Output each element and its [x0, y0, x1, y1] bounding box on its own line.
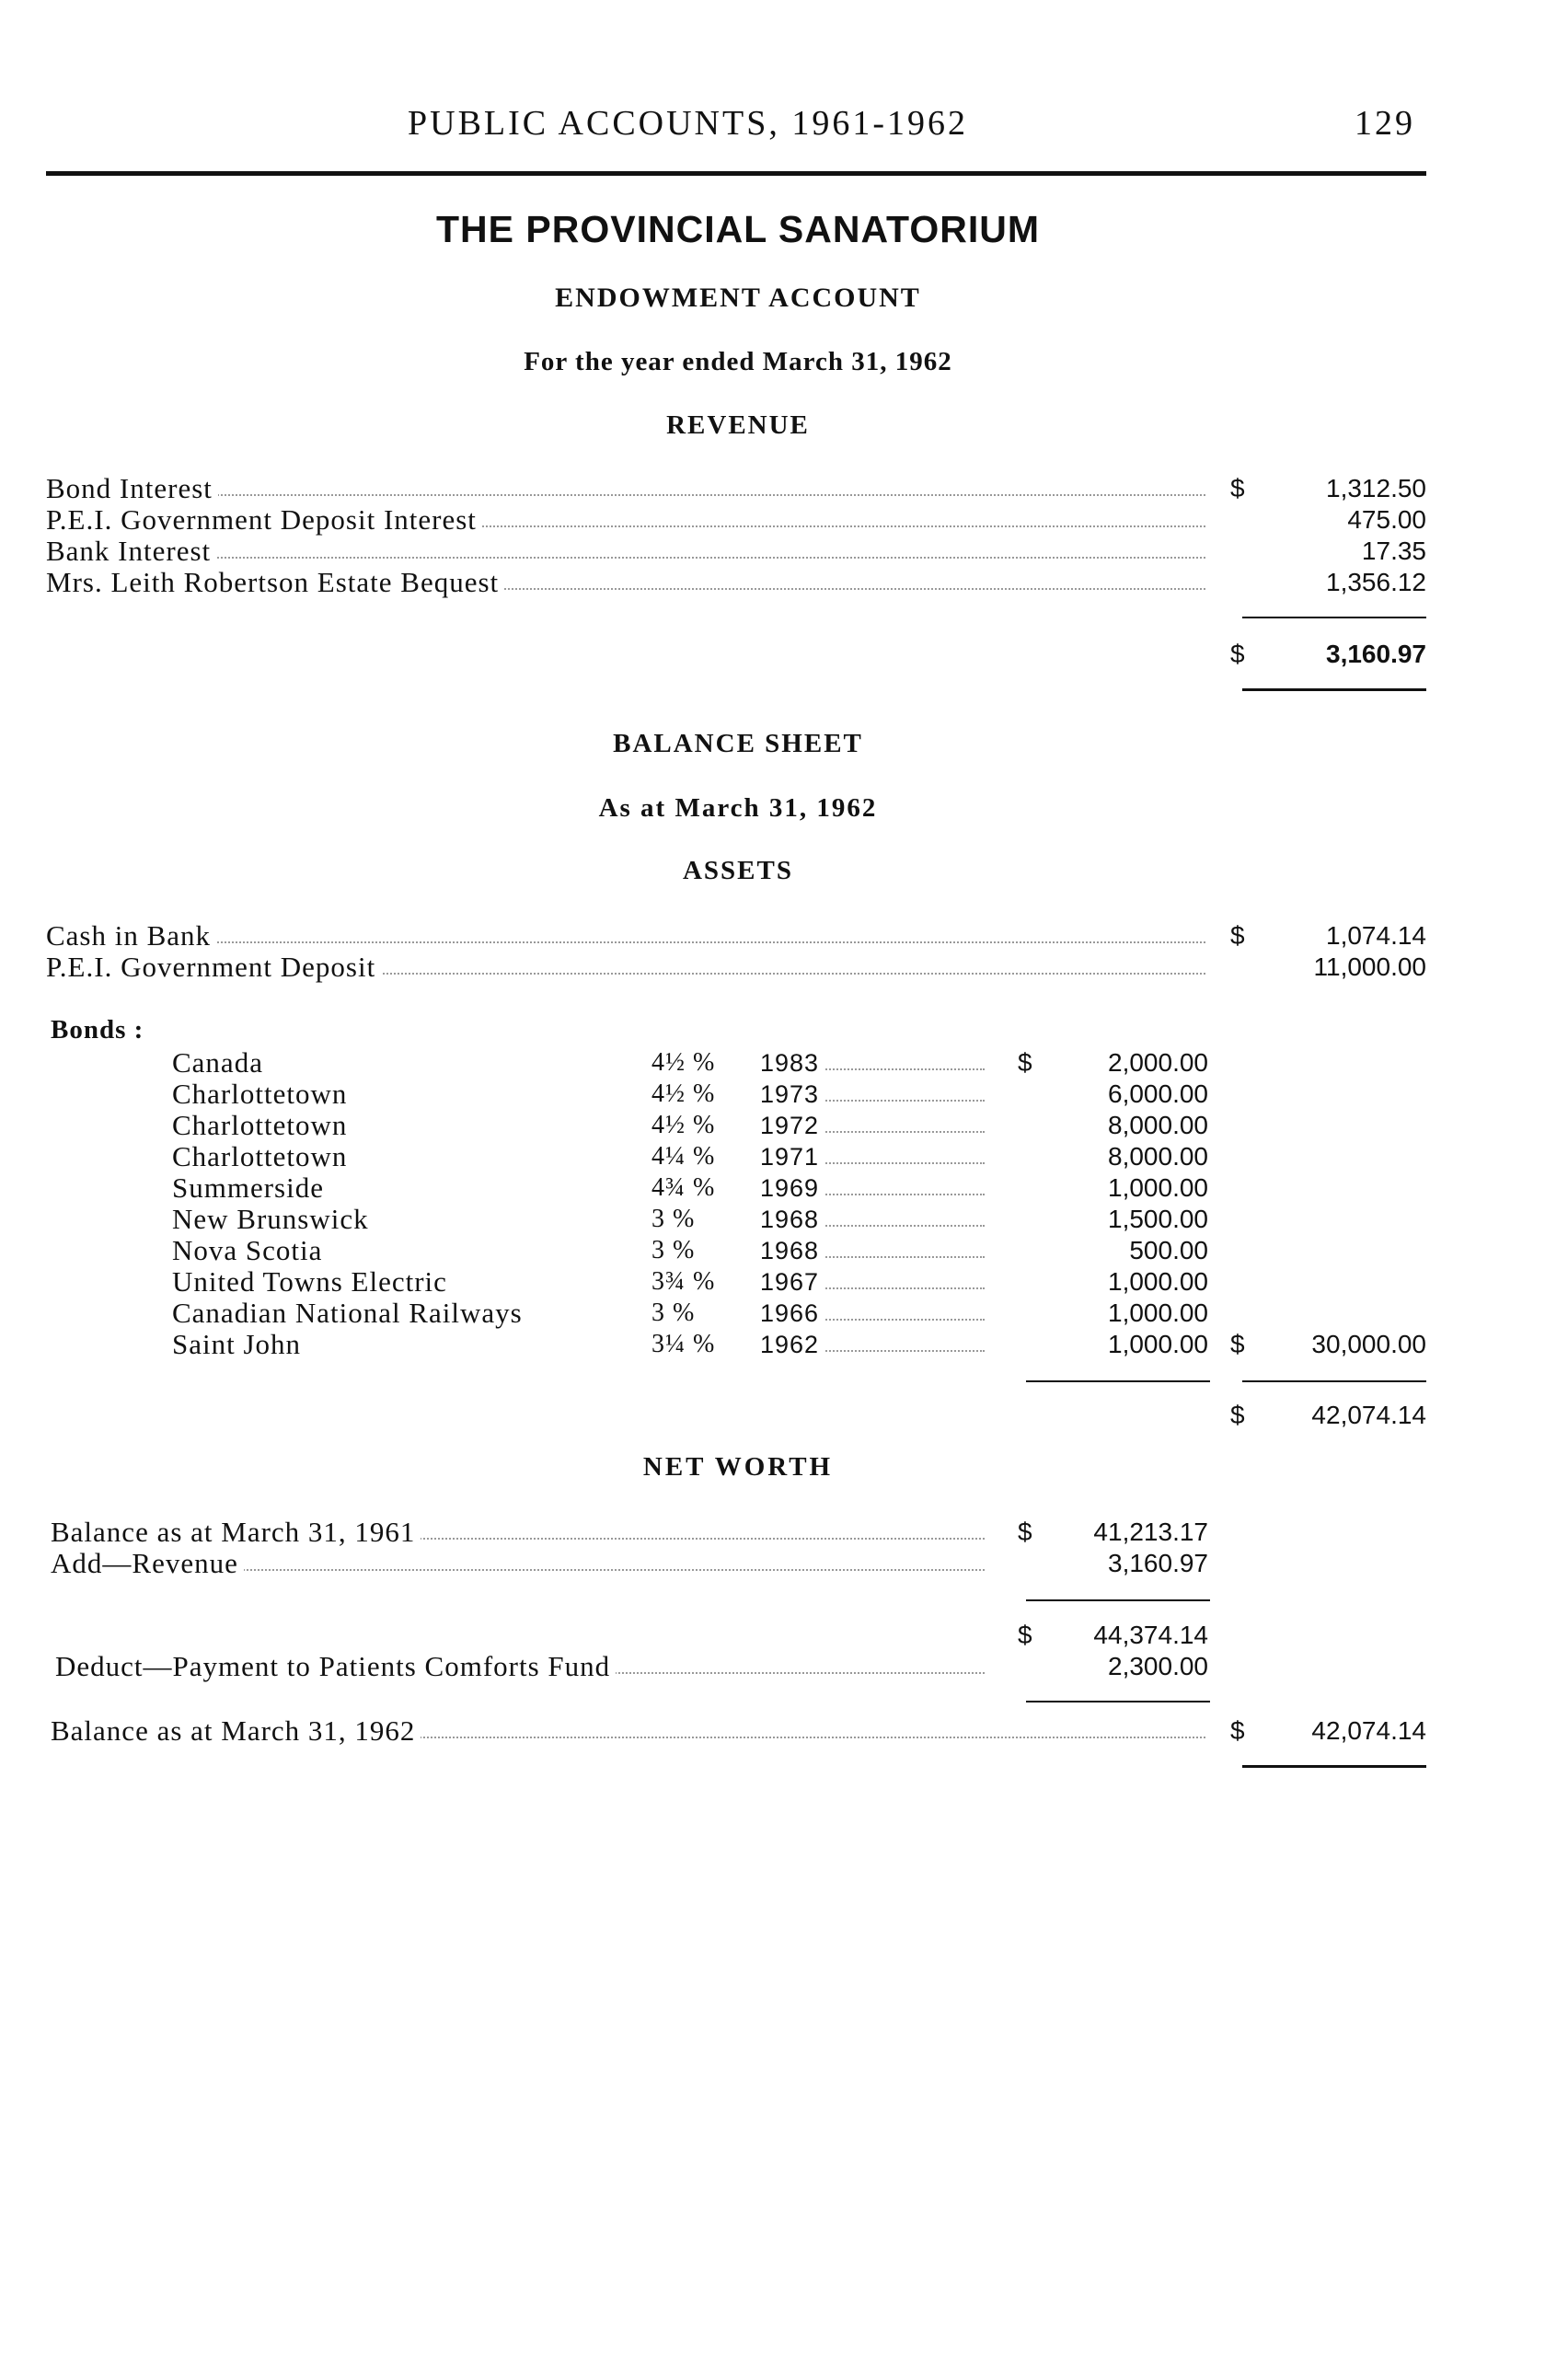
- net-worth-row: [0, 1651, 1476, 1682]
- period-subtitle: For the year ended March 31, 1962: [524, 347, 952, 376]
- revenue-amount: 475.00: [1347, 505, 1426, 534]
- currency-symbol: $: [1230, 1330, 1245, 1358]
- total-assets: 42,074.14: [1311, 1401, 1426, 1429]
- bond-row: [0, 1329, 1476, 1360]
- bond-rate: 4½ %: [651, 1079, 721, 1110]
- bond-row: [0, 1141, 1476, 1172]
- bond-row: [0, 1298, 1476, 1329]
- assets-total-row: [0, 1400, 1476, 1431]
- currency-symbol: $: [1018, 1048, 1032, 1077]
- bond-amount: 1,000.00: [1108, 1267, 1208, 1296]
- bond-year: 1962: [760, 1329, 824, 1360]
- net-worth-closing-amount: 42,074.14: [1311, 1716, 1426, 1745]
- net-worth-label: Balance as at March 31, 1962: [51, 1715, 421, 1747]
- bond-amount: 1,500.00: [1108, 1205, 1208, 1233]
- bond-name: Charlottetown: [172, 1110, 352, 1141]
- asset-label: Cash in Bank: [46, 920, 216, 952]
- bond-rate: 3¾ %: [651, 1266, 721, 1298]
- bond-year: 1983: [760, 1047, 824, 1079]
- running-header-title: PUBLIC ACCOUNTS, 1961-1962: [408, 104, 968, 143]
- bond-amount: 1,000.00: [1108, 1298, 1208, 1327]
- bond-year: 1973: [760, 1079, 824, 1110]
- bond-row: [0, 1204, 1476, 1235]
- asset-amount: 1,074.14: [1326, 921, 1426, 950]
- bond-rate: 3 %: [651, 1235, 700, 1266]
- revenue-amount: 17.35: [1361, 537, 1426, 565]
- bond-name: New Brunswick: [172, 1204, 375, 1235]
- currency-symbol: $: [1230, 474, 1245, 502]
- account-title: ENDOWMENT ACCOUNT: [555, 283, 921, 313]
- net-worth-label: Balance as at March 31, 1961: [51, 1517, 421, 1548]
- balance-sheet-heading: BALANCE SHEET: [613, 729, 863, 758]
- bond-name: Summerside: [172, 1172, 329, 1204]
- asset-amount: 11,000.00: [1313, 952, 1426, 981]
- bond-amount: 1,000.00: [1108, 1173, 1208, 1202]
- bond-rate: 3¼ %: [651, 1329, 721, 1360]
- bond-name: Canada: [172, 1047, 269, 1079]
- currency-symbol: $: [1230, 1716, 1245, 1745]
- revenue-row: [0, 504, 1476, 536]
- revenue-label: Bond Interest: [46, 473, 218, 504]
- bond-year: 1971: [760, 1141, 824, 1172]
- revenue-amount: 1,356.12: [1326, 568, 1426, 596]
- bonds-label: Bonds :: [51, 1015, 144, 1045]
- asset-row: [0, 952, 1476, 983]
- assets-heading: ASSETS: [682, 856, 793, 885]
- bond-rate: 3 %: [651, 1298, 700, 1329]
- balance-sheet-date: As at March 31, 1962: [598, 793, 878, 823]
- net-worth-subtotal-row: [0, 1620, 1476, 1651]
- bond-year: 1968: [760, 1235, 824, 1266]
- bonds-total-rule: [1026, 1380, 1210, 1382]
- bond-year: 1972: [760, 1110, 824, 1141]
- assets-subtotal-rule: [1242, 1380, 1426, 1382]
- net-worth-amount: 2,300.00: [1108, 1652, 1208, 1680]
- revenue-row: [0, 536, 1476, 567]
- bond-year: 1969: [760, 1172, 824, 1204]
- bond-rate: 3 %: [651, 1204, 700, 1235]
- revenue-total-rule: [1242, 688, 1426, 691]
- net-worth-row: [0, 1517, 1476, 1548]
- revenue-subtotal-rule: [1242, 617, 1426, 618]
- bond-name: Charlottetown: [172, 1141, 352, 1172]
- net-worth-heading: NET WORTH: [642, 1452, 834, 1482]
- bond-year: 1967: [760, 1266, 824, 1298]
- institution-title: THE PROVINCIAL SANATORIUM: [436, 208, 1040, 250]
- bonds-total: 30,000.00: [1311, 1330, 1426, 1358]
- net-worth-row: [0, 1548, 1476, 1579]
- bond-amount: 8,000.00: [1108, 1142, 1208, 1171]
- bond-amount: 8,000.00: [1108, 1111, 1208, 1139]
- bond-amount: 6,000.00: [1108, 1079, 1208, 1108]
- bond-rate: 4½ %: [651, 1110, 721, 1141]
- currency-symbol: $: [1230, 1401, 1245, 1429]
- bond-row: [0, 1172, 1476, 1204]
- bond-row: [0, 1266, 1476, 1298]
- net-worth-amount: 41,213.17: [1093, 1518, 1208, 1546]
- bond-rate: 4¾ %: [651, 1172, 721, 1204]
- bond-name: United Towns Electric: [172, 1266, 453, 1298]
- bond-row: [0, 1235, 1476, 1266]
- asset-label: P.E.I. Government Deposit: [46, 952, 381, 983]
- currency-symbol: $: [1230, 640, 1245, 668]
- page-number: 129: [1355, 104, 1415, 143]
- net-worth-subtotal-rule: [1026, 1599, 1210, 1601]
- bond-amount: 2,000.00: [1108, 1048, 1208, 1077]
- deduct-rule: [1026, 1701, 1210, 1702]
- net-worth-amount: 3,160.97: [1108, 1549, 1208, 1577]
- currency-symbol: $: [1230, 921, 1245, 950]
- revenue-row: [0, 567, 1476, 598]
- bond-row: [0, 1079, 1476, 1110]
- revenue-label: P.E.I. Government Deposit Interest: [46, 504, 482, 536]
- bond-row: [0, 1110, 1476, 1141]
- bond-amount: 500.00: [1129, 1236, 1208, 1264]
- revenue-total-row: [0, 639, 1476, 670]
- bond-year: 1968: [760, 1204, 824, 1235]
- closing-rule: [1242, 1765, 1426, 1768]
- net-worth-label: Add—Revenue: [51, 1548, 244, 1579]
- revenue-row: [0, 473, 1476, 504]
- bond-name: Charlottetown: [172, 1079, 352, 1110]
- revenue-total: 3,160.97: [1326, 640, 1426, 668]
- bond-name: Saint John: [172, 1329, 306, 1360]
- revenue-label: Mrs. Leith Robertson Estate Bequest: [46, 567, 504, 598]
- revenue-heading: REVENUE: [666, 410, 810, 440]
- bond-rate: 4½ %: [651, 1047, 721, 1079]
- header-rule: [46, 171, 1426, 176]
- bond-name: Canadian National Railways: [172, 1298, 528, 1329]
- net-worth-closing-row: [0, 1715, 1476, 1747]
- revenue-label: Bank Interest: [46, 536, 216, 567]
- bond-row: [0, 1047, 1476, 1079]
- net-worth-label: Deduct—Payment to Patients Comforts Fund: [55, 1651, 616, 1682]
- currency-symbol: $: [1018, 1518, 1032, 1546]
- currency-symbol: $: [1018, 1621, 1032, 1649]
- asset-row: [0, 920, 1476, 952]
- net-worth-subtotal: 44,374.14: [1093, 1621, 1208, 1649]
- bond-year: 1966: [760, 1298, 824, 1329]
- bond-name: Nova Scotia: [172, 1235, 328, 1266]
- bond-amount: 1,000.00: [1108, 1330, 1208, 1358]
- bond-rate: 4¼ %: [651, 1141, 721, 1172]
- revenue-amount: 1,312.50: [1326, 474, 1426, 502]
